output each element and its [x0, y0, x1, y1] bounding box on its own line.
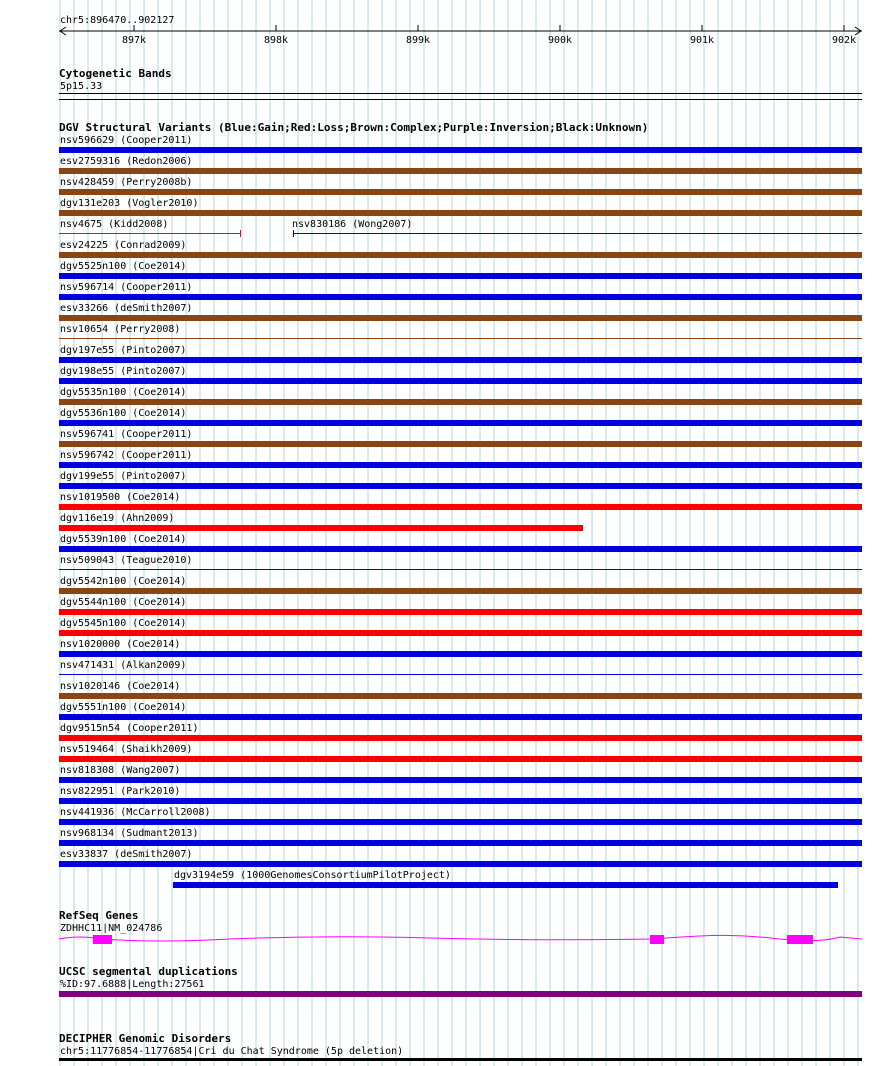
dgv-variant-label[interactable]: nsv818308 (Wang2007): [60, 765, 181, 776]
dgv-variant-label[interactable]: dgv5551n100 (Coe2014): [60, 702, 187, 713]
dgv-variant-bar[interactable]: [59, 441, 862, 447]
dgv-variant-bar[interactable]: [59, 651, 862, 657]
dgv-variant-label[interactable]: nsv519464 (Shaikh2009): [60, 744, 193, 755]
dgv-variant-bar[interactable]: [59, 338, 862, 339]
dgv-variant-bar[interactable]: [173, 882, 838, 888]
dgv-variant-label[interactable]: esv2759316 (Redon2006): [60, 156, 193, 167]
dgv-variant-label[interactable]: nsv968134 (Sudmant2013): [60, 828, 199, 839]
dgv-variant-bar[interactable]: [59, 420, 862, 426]
dgv-variant-label[interactable]: dgv5542n100 (Coe2014): [60, 576, 187, 587]
dgv-track-title[interactable]: DGV Structural Variants (Blue:Gain;Red:Loss;Brown:Complex;Purple:Inversion;Black:Unknown): [59, 121, 649, 134]
dgv-variant-bar[interactable]: [59, 777, 862, 783]
dgv-variant-bar[interactable]: [59, 378, 862, 384]
dgv-variant-label[interactable]: esv33266 (deSmith2007): [60, 303, 193, 314]
ruler-tick-label: 900k: [547, 35, 573, 46]
dgv-variant-bar[interactable]: [59, 735, 862, 741]
dgv-variant-bar[interactable]: [59, 861, 862, 867]
dgv-variant-label[interactable]: nsv441936 (McCarroll2008): [60, 807, 211, 818]
refseq-gene-label[interactable]: ZDHHC11|NM_024786: [60, 923, 163, 934]
dgv-variant-bar[interactable]: [59, 399, 862, 405]
cytoband-label[interactable]: 5p15.33: [60, 81, 103, 92]
dgv-variant-bar[interactable]: [59, 294, 862, 300]
ruler-tick-label: 897k: [121, 35, 147, 46]
dgv-variant-bar[interactable]: [59, 252, 862, 258]
cytoband-line: [59, 99, 862, 100]
decipher-label[interactable]: chr5:11776854-11776854|Cri du Chat Syndrome (5p deletion): [60, 1046, 404, 1057]
dgv-variant-label[interactable]: dgv3194e59 (1000GenomesConsortiumPilotProject): [174, 870, 451, 881]
segdup-track-title[interactable]: UCSC segmental duplications: [59, 965, 238, 978]
refseq-exon: [93, 935, 112, 944]
dgv-variant-label[interactable]: nsv1020146 (Coe2014): [60, 681, 181, 692]
dgv-variant-bar[interactable]: [59, 189, 862, 195]
ruler-position: chr5:896470..902127: [60, 15, 175, 26]
dgv-variant-bar[interactable]: [59, 525, 583, 531]
dgv-variant-label[interactable]: dgv5525n100 (Coe2014): [60, 261, 187, 272]
dgv-variant-bar[interactable]: [59, 462, 862, 468]
dgv-variant-bar[interactable]: [59, 588, 862, 594]
dgv-variant-label[interactable]: esv24225 (Conrad2009): [60, 240, 187, 251]
dgv-variant-bar[interactable]: [59, 357, 862, 363]
dgv-variant-label[interactable]: dgv5535n100 (Coe2014): [60, 387, 187, 398]
dgv-variant-bar[interactable]: [59, 546, 862, 552]
dgv-variant-bar[interactable]: [59, 233, 241, 234]
refseq-exon: [787, 935, 813, 944]
dgv-variant-label[interactable]: nsv428459 (Perry2008b): [60, 177, 193, 188]
ruler-tick-label: 902k: [831, 35, 857, 46]
ruler-tick-label: 898k: [263, 35, 289, 46]
dgv-variant-bar[interactable]: [59, 693, 862, 699]
dgv-variant-label[interactable]: dgv9515n54 (Cooper2011): [60, 723, 199, 734]
dgv-variant-label[interactable]: dgv199e55 (Pinto2007): [60, 471, 187, 482]
dgv-variant-label[interactable]: nsv822951 (Park2010): [60, 786, 181, 797]
cytoband-line: [59, 93, 862, 94]
dgv-variant-label[interactable]: nsv509043 (Teague2010): [60, 555, 193, 566]
dgv-variant-bar[interactable]: [59, 756, 862, 762]
dgv-variant-bar[interactable]: [59, 714, 862, 720]
dgv-variant-bar[interactable]: [59, 630, 862, 636]
cytoband-track-title[interactable]: Cytogenetic Bands: [59, 67, 172, 80]
dgv-variant-bar[interactable]: [59, 798, 862, 804]
dgv-variant-label[interactable]: dgv116e19 (Ahn2009): [60, 513, 175, 524]
dgv-variant-bar[interactable]: [59, 840, 862, 846]
dgv-variant-label[interactable]: dgv5536n100 (Coe2014): [60, 408, 187, 419]
dgv-variant-label[interactable]: dgv198e55 (Pinto2007): [60, 366, 187, 377]
dgv-variant-label[interactable]: nsv471431 (Alkan2009): [60, 660, 187, 671]
dgv-variant-bar[interactable]: [59, 483, 862, 489]
dgv-variant-label[interactable]: nsv830186 (Wong2007): [292, 219, 413, 230]
dgv-variant-bar[interactable]: [59, 273, 862, 279]
dgv-variant-label[interactable]: nsv596629 (Cooper2011): [60, 135, 193, 146]
dgv-variant-label[interactable]: dgv5545n100 (Coe2014): [60, 618, 187, 629]
dgv-variant-bar[interactable]: [293, 233, 862, 234]
dgv-variant-label[interactable]: dgv131e203 (Vogler2010): [60, 198, 199, 209]
dgv-variant-label[interactable]: dgv197e55 (Pinto2007): [60, 345, 187, 356]
dgv-variant-label[interactable]: nsv4675 (Kidd2008): [60, 219, 169, 230]
dgv-variant-label[interactable]: esv33837 (deSmith2007): [60, 849, 193, 860]
dgv-variant-label[interactable]: nsv596741 (Cooper2011): [60, 429, 193, 440]
dgv-variant-label[interactable]: nsv10654 (Perry2008): [60, 324, 181, 335]
decipher-feature[interactable]: [59, 1058, 862, 1061]
dgv-variant-label[interactable]: dgv5539n100 (Coe2014): [60, 534, 187, 545]
dgv-variant-bar[interactable]: [59, 210, 862, 216]
dgv-variant-bar[interactable]: [59, 609, 862, 615]
dgv-variant-label[interactable]: nsv1019500 (Coe2014): [60, 492, 181, 503]
dgv-variant-start-tick: [293, 230, 294, 237]
dgv-variant-bar[interactable]: [59, 819, 862, 825]
dgv-variant-end-tick: [240, 230, 241, 237]
segdup-label[interactable]: %ID:97.6888|Length:27561: [60, 979, 205, 990]
dgv-variant-bar[interactable]: [59, 147, 862, 153]
refseq-track-title[interactable]: RefSeq Genes: [59, 909, 139, 922]
segdup-feature[interactable]: [59, 991, 862, 997]
refseq-exon: [650, 935, 664, 944]
ruler-tick-label: 901k: [689, 35, 715, 46]
dgv-variant-label[interactable]: nsv1020000 (Coe2014): [60, 639, 181, 650]
dgv-variant-bar[interactable]: [59, 674, 862, 675]
refseq-gene-model[interactable]: [0, 925, 890, 955]
refseq-intron-line: [59, 935, 862, 941]
decipher-track-title[interactable]: DECIPHER Genomic Disorders: [59, 1032, 232, 1045]
dgv-variant-label[interactable]: nsv596742 (Cooper2011): [60, 450, 193, 461]
dgv-variant-bar[interactable]: [59, 168, 862, 174]
ruler-tick-label: 899k: [405, 35, 431, 46]
dgv-variant-label[interactable]: dgv5544n100 (Coe2014): [60, 597, 187, 608]
dgv-variant-bar[interactable]: [59, 315, 862, 321]
dgv-variant-label[interactable]: nsv596714 (Cooper2011): [60, 282, 193, 293]
dgv-variant-bar[interactable]: [59, 504, 862, 510]
dgv-variant-bar[interactable]: [59, 569, 862, 570]
